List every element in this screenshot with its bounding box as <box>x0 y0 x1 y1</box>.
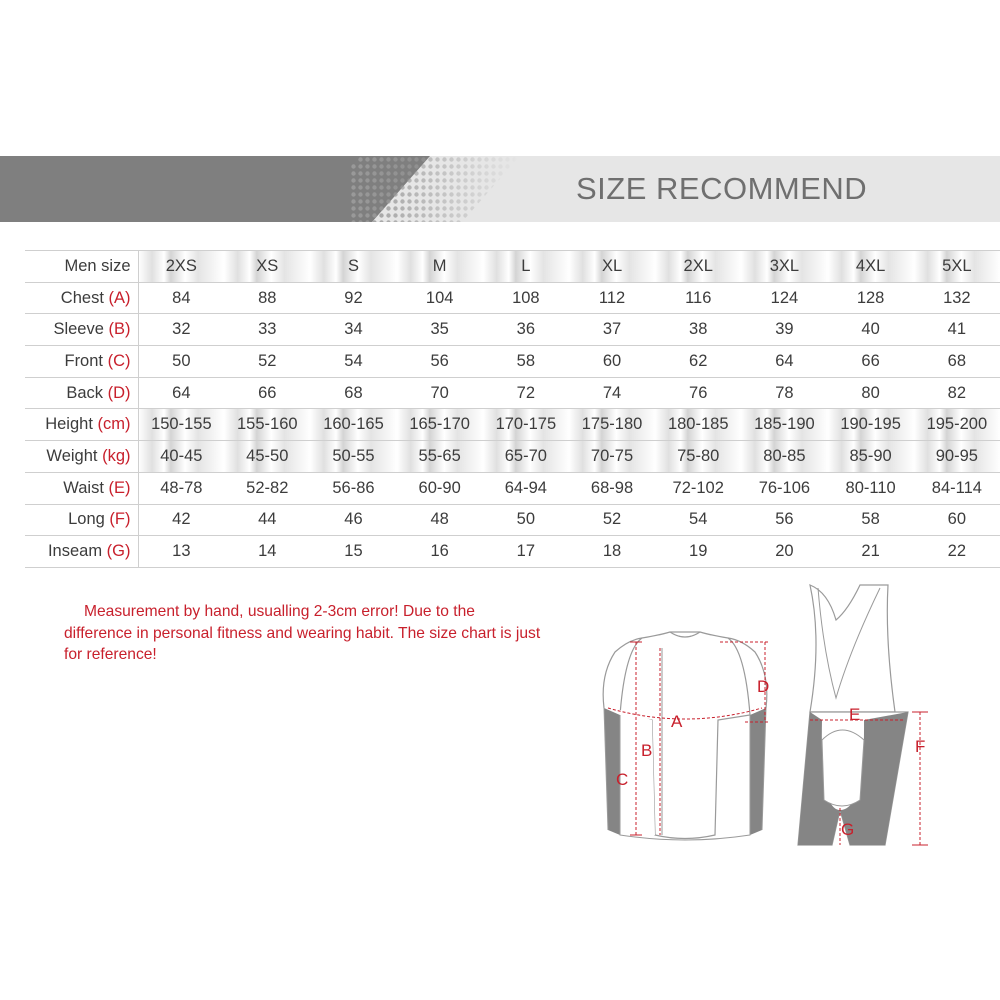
table-cell: 180-185 <box>655 409 741 441</box>
table-cell: 60 <box>914 504 1000 536</box>
label-d: D <box>757 677 770 696</box>
table-cell: 112 <box>569 282 655 314</box>
table-row <box>25 441 1000 473</box>
size-header: 3XL <box>741 251 827 283</box>
table-cell: 84 <box>138 282 224 314</box>
table-cell: 155-160 <box>224 409 310 441</box>
row-name: Sleeve <box>53 320 104 339</box>
row-name: Long <box>68 510 105 529</box>
table-cell: 38 <box>655 314 741 346</box>
table-cell: 32 <box>138 314 224 346</box>
table-cell: 33 <box>224 314 310 346</box>
table-cell: 195-200 <box>914 409 1000 441</box>
row-name: Front <box>64 351 103 370</box>
row-label <box>25 504 138 536</box>
table-cell: 37 <box>569 314 655 346</box>
row-label <box>25 377 138 409</box>
row-label <box>25 314 138 346</box>
table-cell: 65-70 <box>483 441 569 473</box>
table-header-row <box>25 251 1000 283</box>
table-cell: 160-165 <box>310 409 396 441</box>
size-header: M <box>397 251 483 283</box>
table-cell: 22 <box>914 536 1000 568</box>
table-cell: 48-78 <box>138 472 224 504</box>
row-name: Waist <box>63 478 104 497</box>
label-f: F <box>915 737 926 756</box>
table-row <box>25 504 1000 536</box>
table-cell: 52 <box>224 346 310 378</box>
table-cell: 45-50 <box>224 441 310 473</box>
table-cell: 58 <box>828 504 914 536</box>
size-header: 2XS <box>138 251 224 283</box>
table-cell: 124 <box>741 282 827 314</box>
row-name: Inseam <box>47 542 103 561</box>
table-cell: 88 <box>224 282 310 314</box>
table-cell: 42 <box>138 504 224 536</box>
size-header: L <box>483 251 569 283</box>
table-cell: 56 <box>741 504 827 536</box>
table-row <box>25 536 1000 568</box>
table-cell: 92 <box>310 282 396 314</box>
table-cell: 50 <box>483 504 569 536</box>
table-cell: 80-85 <box>741 441 827 473</box>
table-cell: 104 <box>397 282 483 314</box>
table-cell: 35 <box>397 314 483 346</box>
size-header: 2XL <box>655 251 741 283</box>
jersey-diagram <box>603 632 770 840</box>
table-cell: 34 <box>310 314 396 346</box>
row-unit: (E) <box>108 478 131 497</box>
row-unit: (C) <box>107 351 131 370</box>
table-cell: 80-110 <box>828 472 914 504</box>
row-label <box>25 536 138 568</box>
table-cell: 82 <box>914 377 1000 409</box>
label-g: G <box>841 820 855 839</box>
table-cell: 46 <box>310 504 396 536</box>
size-header: 5XL <box>914 251 1000 283</box>
table-cell: 54 <box>310 346 396 378</box>
table-cell: 90-95 <box>914 441 1000 473</box>
size-header: XS <box>224 251 310 283</box>
table-cell: 48 <box>397 504 483 536</box>
table-cell: 44 <box>224 504 310 536</box>
table-cell: 66 <box>828 346 914 378</box>
table-cell: 68 <box>310 377 396 409</box>
size-header: XL <box>569 251 655 283</box>
table-cell: 84-114 <box>914 472 1000 504</box>
measurement-diagram <box>560 580 980 870</box>
table-row <box>25 409 1000 441</box>
label-c: C <box>616 770 629 789</box>
table-cell: 85-90 <box>828 441 914 473</box>
table-cell: 40-45 <box>138 441 224 473</box>
row-unit: (A) <box>108 288 131 307</box>
row-unit: (F) <box>109 510 131 529</box>
table-cell: 62 <box>655 346 741 378</box>
table-cell: 13 <box>138 536 224 568</box>
row-unit: (cm) <box>97 415 131 434</box>
label-e: E <box>849 705 861 724</box>
table-cell: 116 <box>655 282 741 314</box>
table-cell: 21 <box>828 536 914 568</box>
table-cell: 39 <box>741 314 827 346</box>
table-cell: 19 <box>655 536 741 568</box>
table-cell: 190-195 <box>828 409 914 441</box>
table-cell: 15 <box>310 536 396 568</box>
table-cell: 52-82 <box>224 472 310 504</box>
table-cell: 150-155 <box>138 409 224 441</box>
table-cell: 52 <box>569 504 655 536</box>
row-label <box>25 282 138 314</box>
table-cell: 72 <box>483 377 569 409</box>
bib-shorts-diagram <box>798 585 928 845</box>
size-table <box>25 250 1000 568</box>
table-cell: 70-75 <box>569 441 655 473</box>
table-cell: 60-90 <box>397 472 483 504</box>
row-name: Back <box>66 383 103 402</box>
table-cell: 36 <box>483 314 569 346</box>
table-cell: 185-190 <box>741 409 827 441</box>
table-cell: 58 <box>483 346 569 378</box>
table-cell: 55-65 <box>397 441 483 473</box>
table-cell: 68-98 <box>569 472 655 504</box>
row-unit: (kg) <box>102 446 131 465</box>
label-b: B <box>641 741 653 760</box>
table-row <box>25 346 1000 378</box>
table-cell: 170-175 <box>483 409 569 441</box>
size-header: S <box>310 251 396 283</box>
table-cell: 64-94 <box>483 472 569 504</box>
row-unit: (G) <box>106 542 131 561</box>
row-unit: (D) <box>107 383 131 402</box>
table-cell: 64 <box>741 346 827 378</box>
table-cell: 56-86 <box>310 472 396 504</box>
table-cell: 18 <box>569 536 655 568</box>
table-cell: 60 <box>569 346 655 378</box>
row-name: Chest <box>60 288 104 307</box>
page-title: SIZE RECOMMEND <box>576 171 868 206</box>
table-cell: 132 <box>914 282 1000 314</box>
table-cell: 16 <box>397 536 483 568</box>
table-cell: 75-80 <box>655 441 741 473</box>
row-label <box>25 346 138 378</box>
row-name: Weight <box>46 446 98 465</box>
table-cell: 165-170 <box>397 409 483 441</box>
table-row <box>25 282 1000 314</box>
table-cell: 50-55 <box>310 441 396 473</box>
table-cell: 64 <box>138 377 224 409</box>
table-cell: 175-180 <box>569 409 655 441</box>
table-cell: 70 <box>397 377 483 409</box>
table-row <box>25 377 1000 409</box>
table-cell: 128 <box>828 282 914 314</box>
header-label: Men size <box>25 251 138 283</box>
table-cell: 56 <box>397 346 483 378</box>
label-a: A <box>671 712 683 731</box>
table-cell: 76-106 <box>741 472 827 504</box>
table-cell: 14 <box>224 536 310 568</box>
measurement-note: Measurement by hand, usualling 2-3cm error! Due to the difference in personal fitness and wearing habit. The size chart is just for reference! <box>64 603 541 663</box>
table-cell: 76 <box>655 377 741 409</box>
table-cell: 66 <box>224 377 310 409</box>
size-header: 4XL <box>828 251 914 283</box>
table-row <box>25 314 1000 346</box>
row-name: Height <box>45 415 93 434</box>
table-cell: 80 <box>828 377 914 409</box>
table-cell: 20 <box>741 536 827 568</box>
table-cell: 108 <box>483 282 569 314</box>
table-cell: 41 <box>914 314 1000 346</box>
table-cell: 72-102 <box>655 472 741 504</box>
row-label <box>25 441 138 473</box>
table-row <box>25 472 1000 504</box>
table-cell: 17 <box>483 536 569 568</box>
row-label <box>25 472 138 504</box>
table-cell: 78 <box>741 377 827 409</box>
table-cell: 40 <box>828 314 914 346</box>
row-label <box>25 409 138 441</box>
table-cell: 50 <box>138 346 224 378</box>
table-cell: 74 <box>569 377 655 409</box>
table-cell: 54 <box>655 504 741 536</box>
row-unit: (B) <box>108 320 131 339</box>
table-cell: 68 <box>914 346 1000 378</box>
